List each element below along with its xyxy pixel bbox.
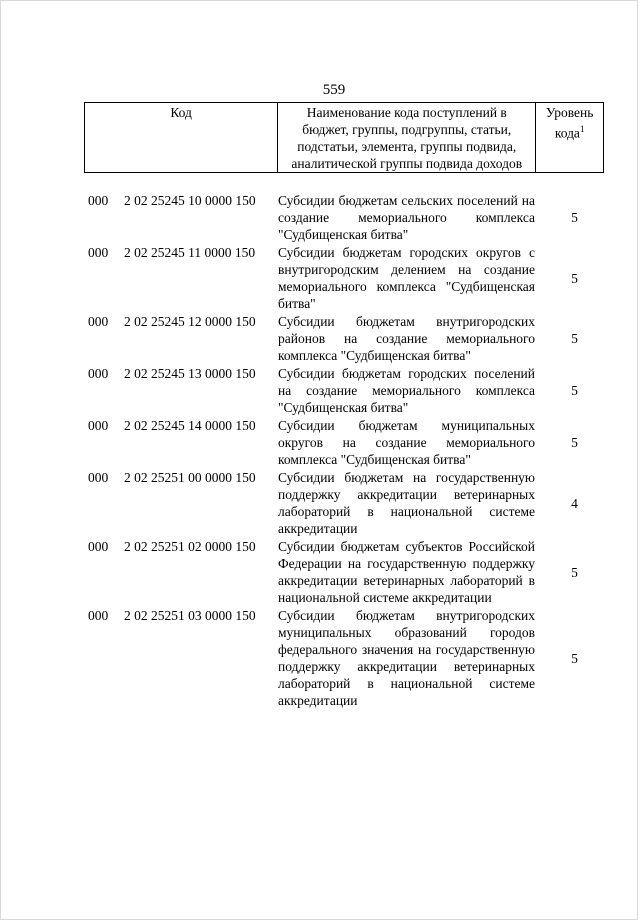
table-row <box>84 538 604 606</box>
header-level <box>536 103 603 172</box>
row-code: 2 02 25245 12 0000 150 <box>124 314 256 329</box>
row-level: 5 <box>571 331 578 346</box>
table-row <box>84 469 604 537</box>
row-level: 5 <box>571 270 578 286</box>
row-code: 2 02 25245 13 0000 150 <box>124 366 256 381</box>
header-level-label: Уровень кода <box>545 105 594 141</box>
table-row <box>84 244 604 312</box>
row-name: Субсидии бюджетам городских поселений на создание мемориального комплекса "Судбищенская битва" <box>278 366 535 415</box>
table-row <box>84 192 604 243</box>
row-prefix: 000 <box>88 470 109 485</box>
table-body <box>84 192 604 710</box>
header-code: Код <box>85 103 278 172</box>
table-row <box>84 417 604 468</box>
header-level-footnote: 1 <box>579 124 585 134</box>
row-code: 2 02 25245 11 0000 150 <box>124 245 256 260</box>
row-name: Субсидии бюджетам на государственную поддержку аккредитации ветеринарных лабораторий в национальной системе аккредитации <box>278 470 535 536</box>
row-level: 5 <box>571 383 578 398</box>
row-code: 2 02 25251 00 0000 150 <box>124 470 256 485</box>
row-level: 5 <box>571 435 578 450</box>
row-level: 5 <box>571 650 578 666</box>
row-prefix: 000 <box>88 193 109 208</box>
row-prefix: 000 <box>88 366 109 381</box>
row-prefix: 000 <box>88 608 109 623</box>
row-prefix: 000 <box>88 314 109 329</box>
row-code: 2 02 25251 03 0000 150 <box>124 608 256 623</box>
row-level: 4 <box>571 495 578 511</box>
row-prefix: 000 <box>88 539 109 554</box>
row-code: 2 02 25245 14 0000 150 <box>124 418 256 433</box>
row-level: 5 <box>571 210 578 225</box>
row-name: Субсидии бюджетам муниципальных округов на создание мемориального комплекса "Судбищенская битва" <box>278 418 535 467</box>
header-name: Наименование кода поступлений в бюджет, группы, подгруппы, статьи, подстатьи, элемента, группы подвида, аналитической группы подвида доходов <box>278 103 536 172</box>
row-prefix: 000 <box>88 245 109 260</box>
row-name: Субсидии бюджетам внутригородских муниципальных образований городов федерального значения на государственную поддержку аккредитации ветеринарных лабораторий в национальной системе аккредитации <box>278 608 535 708</box>
row-prefix: 000 <box>88 418 109 433</box>
table-header <box>84 102 604 173</box>
page-number: 559 <box>322 82 346 98</box>
table-row <box>84 365 604 416</box>
row-level: 5 <box>571 564 578 580</box>
row-name: Субсидии бюджетам городских округов с внутригородским делением на создание мемориального комплекса "Судбищенская битва" <box>278 245 535 311</box>
row-name: Субсидии бюджетам сельских поселений на создание мемориального комплекса "Судбищенская битва" <box>278 193 535 242</box>
table-row <box>84 607 604 709</box>
row-code: 2 02 25245 10 0000 150 <box>124 193 256 208</box>
row-name: Субсидии бюджетам внутригородских районов на создание мемориального комплекса "Судбищенская битва" <box>278 314 535 363</box>
row-name: Субсидии бюджетам субъектов Российской Федерации на государственную поддержку аккредитации ветеринарных лабораторий в национальной системе аккредитации <box>278 539 535 605</box>
row-code: 2 02 25251 02 0000 150 <box>124 539 256 554</box>
table-row <box>84 313 604 364</box>
